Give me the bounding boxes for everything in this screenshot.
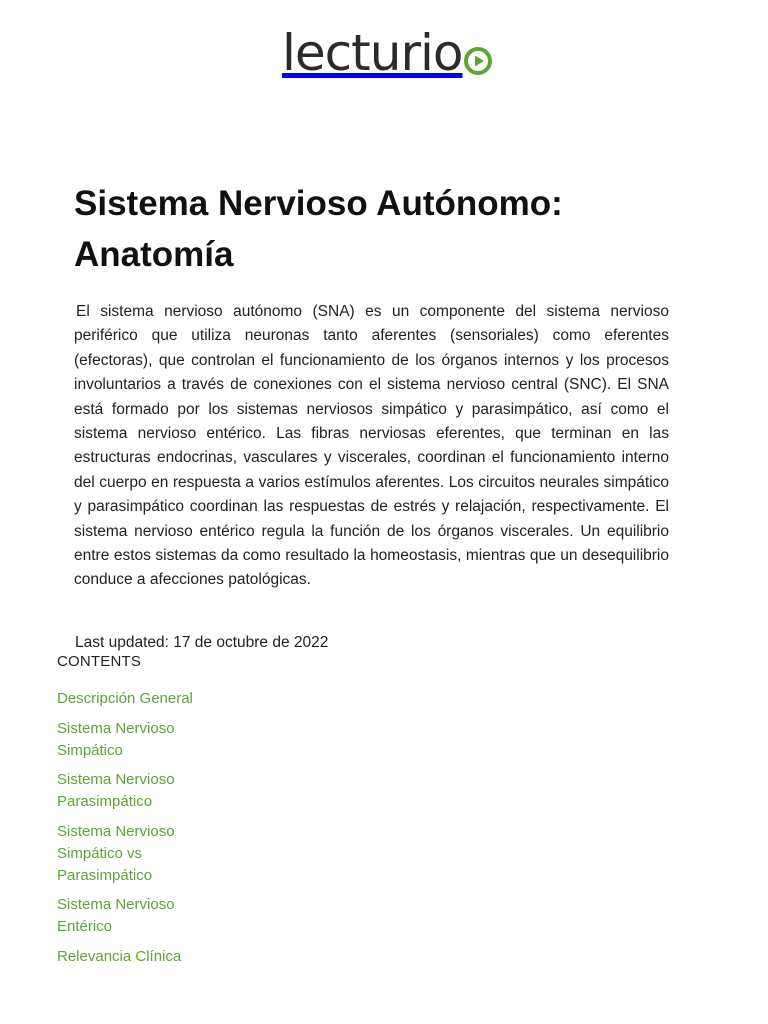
toc-link-relevancia-clinica[interactable]: Relevancia Clínica — [57, 947, 182, 965]
list-item — [57, 894, 197, 938]
list-item — [57, 718, 197, 762]
list-item — [57, 821, 197, 887]
contents-list — [57, 688, 197, 975]
toc-link-enterico[interactable]: Sistema Nervioso Entérico — [57, 896, 175, 935]
logo-wordmark: lecturio — [282, 24, 463, 82]
page-title: Sistema Nervioso Autónomo: Anatomía — [74, 184, 563, 274]
list-item — [57, 769, 197, 813]
toc-link-simpatico[interactable]: Sistema Nervioso Simpático — [57, 719, 175, 759]
toc-link-simpatico-vs-parasimpatico[interactable]: Sistema Nervioso Simpático vs Parasimpático — [57, 822, 175, 884]
list-item — [57, 946, 197, 968]
play-circle-icon — [463, 46, 493, 76]
contents-heading: CONTENTS — [57, 653, 142, 670]
lecturio-logo[interactable] — [282, 24, 488, 82]
toc-link-parasimpatico[interactable]: Sistema Nervioso Parasimpático — [57, 771, 175, 810]
last-updated-date: Last updated: 17 de octubre de 2022 — [75, 634, 329, 651]
list-item — [57, 688, 197, 710]
toc-link-descripcion-general[interactable]: Descripción General — [57, 690, 193, 707]
article-intro: El sistema nervioso autónomo (SNA) es un componente del sistema nervioso periférico que utiliza neuronas tanto aferentes (sensoriales) como eferentes (efectoras), que controlan el funcionamiento de los órganos internos y los procesos involuntarios a través de conexiones con el sistema nervioso central (SNC). El SNA está formado por los sistemas nerviosos simpático y parasimpático, así como el sistema nervioso entérico. Las fibras nerviosas eferentes, que terminan en las estructuras endocrinas, vasculares y viscerales, coordinan el funcionamiento interno del cuerpo en respuesta a varios estímulos aferentes. Los circuitos neurales simpático y parasimpático coordinan las respuestas de estrés y relajación, respectivamente. El sistema nervioso entérico regula la función de los órganos viscerales. Un equilibrio entre estos sistemas da como resultado la homeostasis, mientras que un desequilibrio conduce a afecciones patológicas. — [74, 303, 669, 589]
